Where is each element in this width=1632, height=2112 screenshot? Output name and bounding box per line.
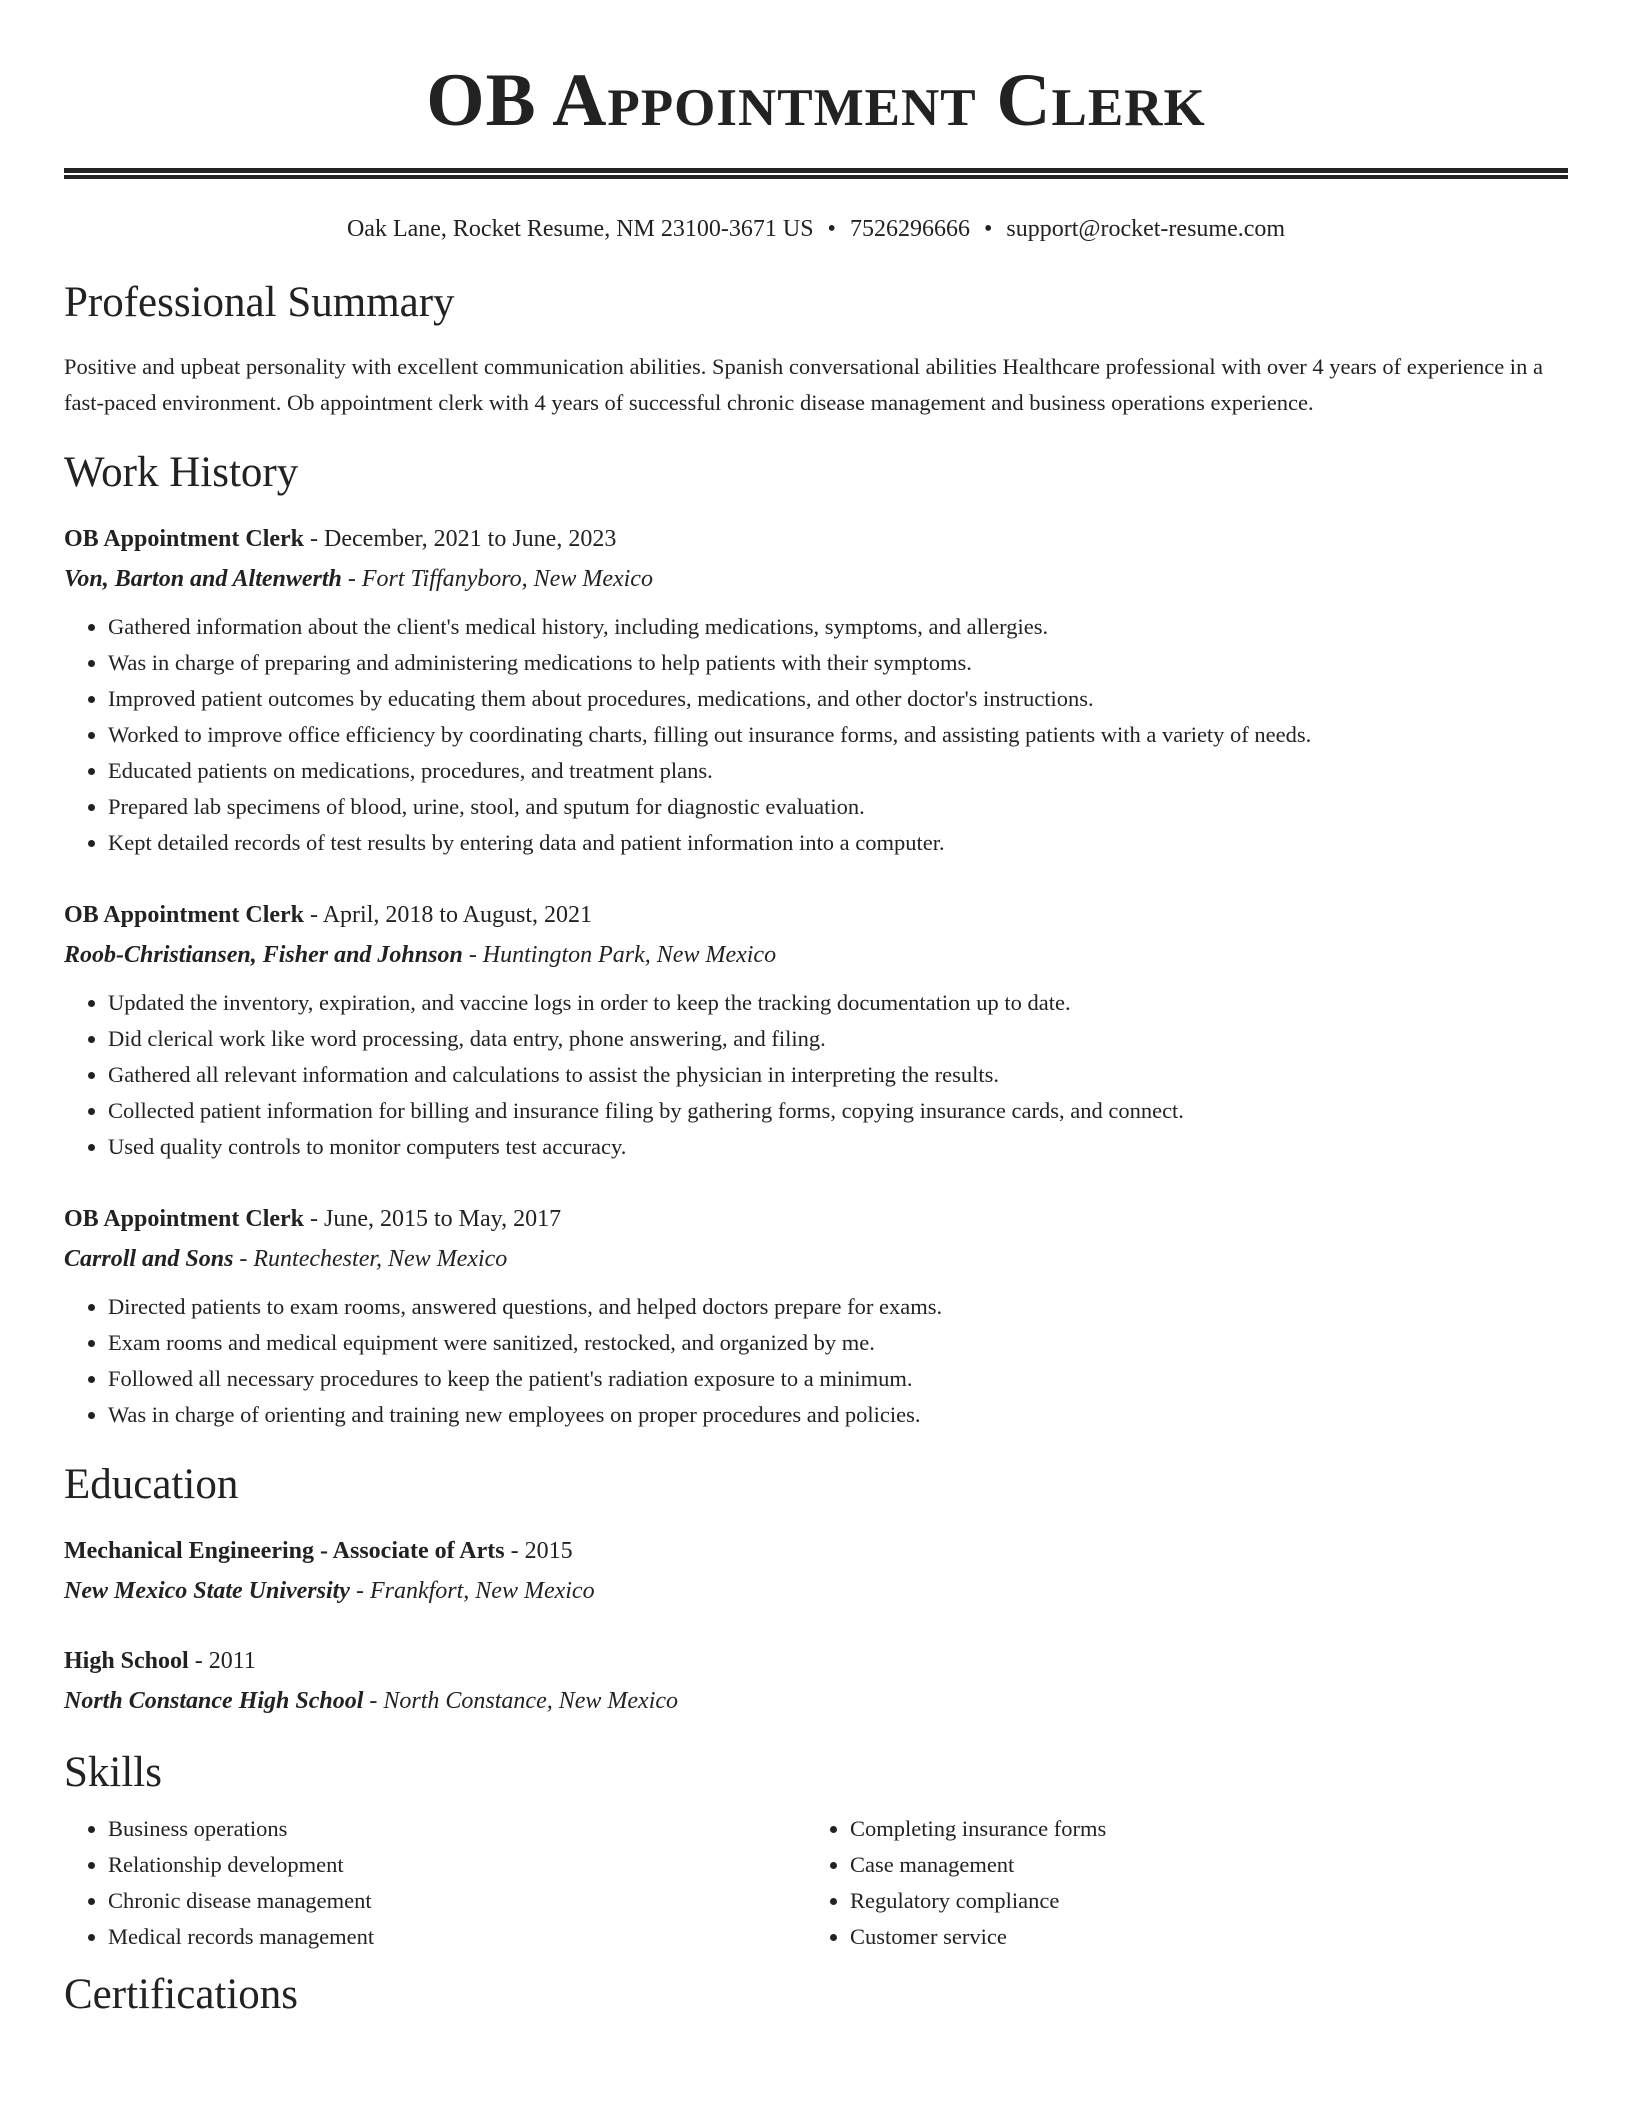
- job-entry: [64, 1199, 1568, 1433]
- job-duty: • Prepared lab specimens of blood, urine, stool, and sputum for diagnostic evaluation.: [108, 789, 1568, 825]
- contact-email: support@rocket-resume.com: [1006, 216, 1286, 242]
- education-school: New Mexico State University: [64, 1578, 350, 1604]
- skills-grid: [64, 1811, 1568, 1955]
- job-role: OB Appointment Clerk: [64, 902, 305, 928]
- education-location: - North Constance, New Mexico: [363, 1688, 679, 1714]
- job-duty: • Kept detailed records of test results by entering data and patient information into a computer.: [108, 825, 1568, 861]
- job-duty: • Directed patients to exam rooms, answered questions, and helped doctors prepare for exams.: [108, 1289, 1568, 1325]
- education-entry: [64, 1531, 1568, 1611]
- contact-phone: 7526296666: [849, 216, 970, 242]
- job-duty: • Exam rooms and medical equipment were sanitized, restocked, and organized by me.: [108, 1325, 1568, 1361]
- job-duty: • Gathered all relevant information and calculations to assist the physician in interpreting the results.: [108, 1057, 1568, 1093]
- header-divider: [64, 168, 1568, 173]
- education-degree-line: [64, 1641, 1568, 1681]
- skill-item: • Business operations: [108, 1811, 806, 1847]
- skill-item: • Case management: [850, 1847, 1548, 1883]
- job-title-line: [64, 895, 1568, 935]
- skills-list-left: [64, 1811, 806, 1955]
- skill-item: • Completing insurance forms: [850, 1811, 1548, 1847]
- skill-item: • Relationship development: [108, 1847, 806, 1883]
- job-duty: • Worked to improve office efficiency by coordinating charts, filling out insurance forms, and assisting patients with a variety of needs.: [108, 717, 1568, 753]
- education-entry: [64, 1641, 1568, 1721]
- job-duty: • Used quality controls to monitor computers test accuracy.: [108, 1129, 1568, 1165]
- job-duties-list: [64, 985, 1568, 1165]
- job-duty: • Updated the inventory, expiration, and vaccine logs in order to keep the tracking documentation up to date.: [108, 985, 1568, 1021]
- job-title-line: [64, 1199, 1568, 1239]
- job-duty: • Was in charge of preparing and administering medications to help patients with their symptoms.: [108, 645, 1568, 681]
- job-duty: • Did clerical work like word processing, data entry, phone answering, and filing.: [108, 1021, 1568, 1057]
- job-location: - Runtechester, New Mexico: [233, 1246, 508, 1272]
- job-location: - Huntington Park, New Mexico: [462, 942, 777, 968]
- summary-text: Positive and upbeat personality with excellent communication abilities. Spanish conversational abilities Healthcare professional with over 4 years of experience in a fast-paced environment. Ob appointment clerk with 4 years of successful chronic disease management and business operations experience.: [64, 354, 1543, 415]
- job-dates: - April, 2018 to August, 2021: [304, 902, 593, 928]
- education-school-line: [64, 1571, 1568, 1611]
- job-dates: - June, 2015 to May, 2017: [304, 1206, 562, 1232]
- skill-item: • Medical records management: [108, 1919, 806, 1955]
- skill-item: • Chronic disease management: [108, 1883, 806, 1919]
- education-degree: High School: [64, 1648, 189, 1674]
- contact-separator: •: [983, 216, 993, 242]
- education-year: - 2015: [504, 1538, 573, 1564]
- education-heading: Education: [64, 1461, 239, 1508]
- job-duty: • Educated patients on medications, procedures, and treatment plans.: [108, 753, 1568, 789]
- summary-heading: Professional Summary: [64, 279, 455, 326]
- skills-list-right: [806, 1811, 1548, 1955]
- education-location: - Frankfort, New Mexico: [349, 1578, 595, 1604]
- job-company: Carroll and Sons: [64, 1246, 234, 1272]
- job-company: Roob-Christiansen, Fisher and Johnson: [64, 942, 463, 968]
- job-duty: • Improved patient outcomes by educating them about procedures, medications, and other doctor's instructions.: [108, 681, 1568, 717]
- job-company-line: [64, 935, 1568, 975]
- job-role: OB Appointment Clerk: [64, 1206, 305, 1232]
- education-school: North Constance High School: [64, 1688, 364, 1714]
- job-title-line: [64, 519, 1568, 559]
- skills-heading: Skills: [64, 1749, 162, 1796]
- job-entry: [64, 895, 1568, 1165]
- job-duty: • Was in charge of orienting and training new employees on proper procedures and policies.: [108, 1397, 1568, 1433]
- education-year: - 2011: [188, 1648, 256, 1674]
- contact-address: Oak Lane, Rocket Resume, NM 23100-3671 US: [346, 216, 814, 242]
- job-duty: • Followed all necessary procedures to keep the patient's radiation exposure to a minimum.: [108, 1361, 1568, 1397]
- job-company-line: [64, 1239, 1568, 1279]
- resume-name: OB Appointment Clerk: [426, 59, 1206, 142]
- job-duties-list: [64, 1289, 1568, 1433]
- skill-item: • Regulatory compliance: [850, 1883, 1548, 1919]
- job-entry: [64, 519, 1568, 861]
- certifications-heading: Certifications: [64, 1971, 299, 2018]
- contact-line: [64, 213, 1568, 245]
- job-duty: • Collected patient information for billing and insurance filing by gathering forms, copying insurance cards, and connect.: [108, 1093, 1568, 1129]
- work-history-heading: Work History: [64, 449, 299, 496]
- job-company: Von, Barton and Altenwerth: [64, 566, 342, 592]
- education-degree: Mechanical Engineering - Associate of Arts: [64, 1538, 505, 1564]
- education-school-line: [64, 1681, 1568, 1721]
- job-company-line: [64, 559, 1568, 599]
- job-location: - Fort Tiffanyboro, New Mexico: [341, 566, 653, 592]
- job-role: OB Appointment Clerk: [64, 526, 305, 552]
- job-dates: - December, 2021 to June, 2023: [304, 526, 617, 552]
- education-degree-line: [64, 1531, 1568, 1571]
- job-duties-list: [64, 609, 1568, 861]
- contact-separator: •: [827, 216, 836, 242]
- skill-item: • Customer service: [850, 1919, 1548, 1955]
- job-duty: • Gathered information about the client's medical history, including medications, symptoms, and allergies.: [108, 609, 1568, 645]
